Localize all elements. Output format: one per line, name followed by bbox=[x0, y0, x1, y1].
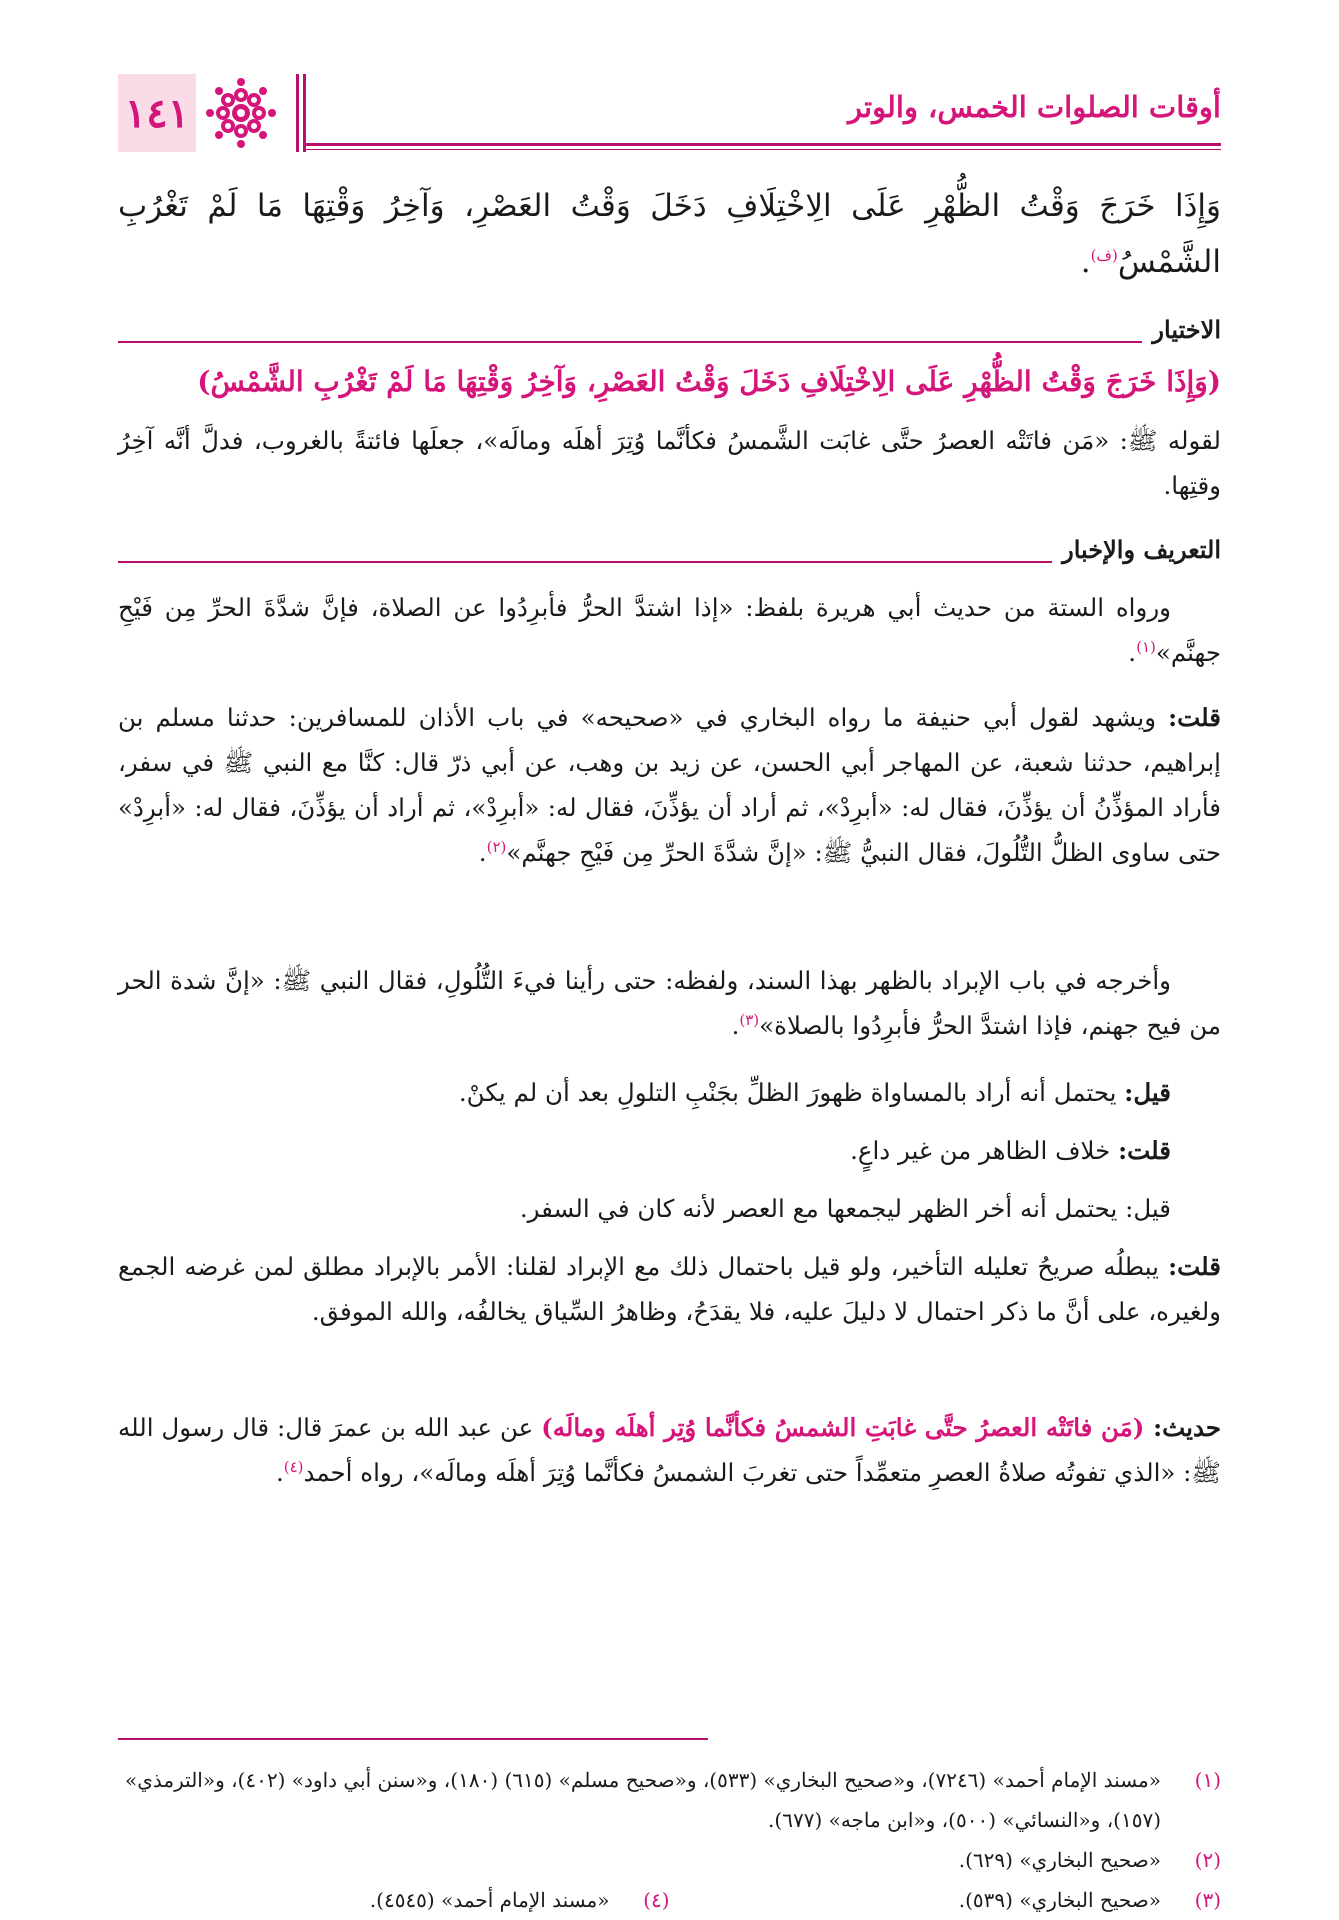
section-heading-tarif: التعريف والإخبار bbox=[1052, 535, 1221, 564]
qultu-lead: قلت: bbox=[1168, 703, 1221, 732]
footnote-number: (٢) bbox=[1194, 1848, 1221, 1872]
section-tarif bbox=[118, 535, 1221, 569]
rosette-ornament-icon bbox=[206, 78, 276, 148]
page-number: ١٤١ bbox=[118, 74, 196, 152]
page-header bbox=[118, 74, 1221, 154]
tarif-paragraph-2: قلت: ويشهد لقول أبي حنيفة ما رواه البخاري في «صحيحه» في باب الأذان للمسافرين: حدثنا مسلم بن إبراهيم، حدثنا شعبة، عن المهاجر أبي الحسن، عن زيد بن وهب، عن أبي ذرّ قال: كنَّا مع النبي ﷺ في سفر، فأراد المؤذِّنُ أن يؤذِّنَ، فقال له: «أبرِدْ»، ثم أراد أن يؤذِّنَ، فقال له: «أبرِدْ»، ثم أراد أن يؤذِّنَ، فقال له: «أبرِدْ» حتى ساوى الظلُّ التُّلُولَ، فقال النبيُّ ﷺ: «إنَّ شدَّةَ الحرِّ مِن فَيْحِ جهنَّم»$^{(٢)}$. bbox=[118, 703, 1221, 867]
tarif-paragraph-1: ورواه الستة من حديث أبي هريرة بلفظ: «إذا اشتدَّ الحرُّ فأبرِدُوا عن الصلاة، فإنَّ شدَّةَ الحرِّ مِن فَيْحِ جهنَّم»$^{(١)}$. bbox=[118, 593, 1221, 667]
header-rule bbox=[304, 143, 1221, 146]
matn-reference: (ف) bbox=[1090, 246, 1118, 265]
footnotes bbox=[118, 1760, 1221, 1920]
ikhtiyar-quote: (وَإِذَا خَرَجَ وَقْتُ الظُّهْرِ عَلَى الِاخْتِلَافِ دَخَلَ وَقْتُ العَصْرِ، وَآخِرُ وَقْتِهَا مَا لَمْ تَغْرُبِ الشَّمْسُ) bbox=[197, 365, 1221, 398]
header-vertical-bars bbox=[296, 74, 310, 152]
footnote-ref-3: (٣) bbox=[739, 1010, 760, 1029]
tarif-paragraph-8: حديث: (مَن فاتَتْه العصرُ حتَّى غابَتِ الشمسُ فكأنَّما وُتِر أهلَه ومالَه) عن عبد الله بن عمرَ قال: قال رسول الله ﷺ: «الذي تفوتُه صلاةُ العصرِ متعمِّداً حتى تغربَ الشمسُ فكأنَّما وُتِرَ أهلَه ومالَه»، رواه أحمد$^{(٤)}$. bbox=[118, 1413, 1221, 1487]
footnote-item: (٤) «مسند الإمام أحمد» (٤٥٤٥). bbox=[118, 1880, 670, 1920]
tarif-paragraph-7: قلت: يبطلُه صريحُ تعليله التأخير، ولو قيل باحتمال ذلك مع الإبراد لقلنا: الأمر بالإبراد مطلق لمن غرضه الجمع ولغيره، على أنَّ ما ذكر احتمال لا دليلَ عليه، فلا يقدَحُ، وظاهرُ السِّياق يخالفُه، والله الموفق. bbox=[118, 1252, 1221, 1326]
footnote-item: (٣) «صحيح البخاري» (٥٣٩). bbox=[670, 1880, 1222, 1920]
footnote-ref-1: (١) bbox=[1136, 637, 1156, 656]
book-page bbox=[118, 0, 1221, 1912]
tarif-paragraph-4: قيل: يحتمل أنه أراد بالمساواة ظهورَ الظلِّ بجَنْبِ التلولِ بعد أن لم يكنْ. bbox=[458, 1078, 1171, 1107]
section-ikhtiyar bbox=[118, 315, 1221, 349]
matn-text: وَإِذَا خَرَجَ وَقْتُ الظُّهْرِ عَلَى الِاخْتِلَافِ دَخَلَ وَقْتُ العَصْرِ، وَآخِرُ وَقْتِهَا مَا لَمْ تَغْرُبِ الشَّمْسُ$^{(ف)}$. bbox=[118, 188, 1221, 280]
footnote-number: (٤) bbox=[643, 1888, 670, 1912]
hadith-quote: (مَن فاتَتْه العصرُ حتَّى غابَتِ الشمسُ فكأنَّما وُتِر أهلَه ومالَه) bbox=[541, 1413, 1154, 1442]
hadith-lead: حديث: bbox=[1153, 1413, 1221, 1442]
qila-lead: قيل: bbox=[1124, 1078, 1171, 1107]
qultu-lead: قلت: bbox=[1168, 1252, 1221, 1281]
footnote-ref-4: (٤) bbox=[283, 1457, 304, 1476]
header-rule-thin bbox=[304, 149, 1221, 150]
chapter-title: أوقات الصلوات الخمس، والوتر bbox=[848, 90, 1221, 124]
section-heading-ikhtiyar: الاختيار bbox=[1142, 315, 1221, 344]
footnote-number: (٣) bbox=[1194, 1888, 1221, 1912]
footnote-item: (١) «مسند الإمام أحمد» (٧٢٤٦)، و«صحيح البخاري» (٥٣٣)، و«صحيح مسلم» (٦١٥) (١٨٠)، و«سنن أبي داود» (٤٠٢)، و«الترمذي» (١٥٧)، و«النسائي» (٥٠٠)، و«ابن ماجه» (٦٧٧). bbox=[118, 1760, 1221, 1840]
tarif-paragraph-6: قيل: يحتمل أنه أخر الظهر ليجمعها مع العصر لأنه كان في السفر. bbox=[519, 1194, 1171, 1223]
footnote-number: (١) bbox=[1194, 1768, 1221, 1792]
qultu-lead: قلت: bbox=[1118, 1136, 1171, 1165]
tarif-paragraph-5: قلت: خلاف الظاهر من غير داعٍ. bbox=[850, 1136, 1171, 1165]
footnote-ref-2: (٢) bbox=[486, 837, 507, 856]
ikhtiyar-paragraph: لقوله ﷺ: «مَن فاتَتْه العصرُ حتَّى غابَت الشَّمسُ فكأنَّما وُتِرَ أهلَه ومالَه»، جعلَها فائتةً بالغروب، فدلَّ أنَّه آخِرُ وقتِها. bbox=[118, 426, 1221, 500]
footnote-item: (٢) «صحيح البخاري» (٦٢٩). bbox=[118, 1840, 1221, 1880]
section-rule bbox=[118, 341, 1221, 343]
tarif-paragraph-3: وأخرجه في باب الإبراد بالظهر بهذا السند، ولفظه: حتى رأينا فيءَ التُّلُولِ، فقال النبي ﷺ: «إنَّ شدة الحر من فيح جهنم، فإذا اشتدَّ الحرُّ فأبرِدُوا بالصلاة»$^{(٣)}$. bbox=[118, 966, 1221, 1040]
footnote-row bbox=[118, 1880, 1221, 1920]
footnote-separator bbox=[118, 1738, 708, 1740]
